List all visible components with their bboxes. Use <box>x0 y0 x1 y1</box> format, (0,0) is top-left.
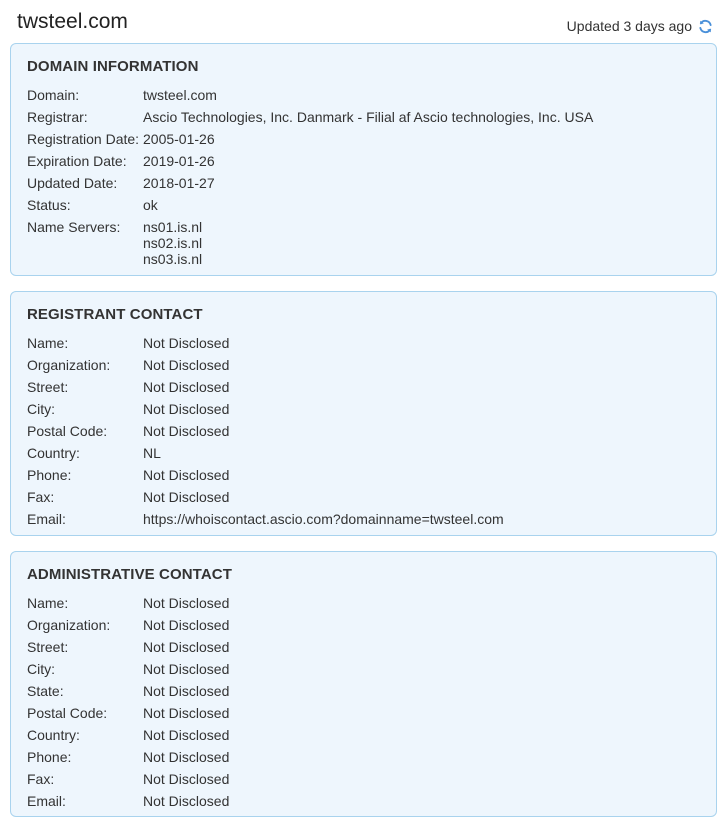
row-value: https://whoiscontact.ascio.com?domainname=twsteel.com <box>143 511 504 527</box>
row-label: Country: <box>27 727 80 743</box>
row-label: Organization: <box>27 617 111 633</box>
domain-information-panel <box>10 43 717 276</box>
name-server: ns03.is.nl <box>143 251 203 267</box>
row-label: Fax: <box>27 489 55 505</box>
registrant-contact-title: REGISTRANT CONTACT <box>27 306 203 323</box>
contact-row <box>27 790 700 812</box>
row-label: Name: <box>27 595 69 611</box>
contact-row <box>27 464 700 486</box>
contact-row <box>27 592 700 614</box>
row-label: Postal Code: <box>27 705 108 721</box>
contact-row <box>27 376 700 398</box>
contact-row <box>27 486 700 508</box>
contact-row <box>27 614 700 636</box>
row-value: Not Disclosed <box>143 749 230 765</box>
refresh-icon[interactable] <box>698 19 713 34</box>
info-row-status <box>27 194 700 216</box>
row-label: Name: <box>27 335 69 351</box>
row-value: Not Disclosed <box>143 617 230 633</box>
contact-row <box>27 680 700 702</box>
row-value: Not Disclosed <box>143 467 230 483</box>
updated-status <box>567 16 713 36</box>
info-row-registration-date <box>27 128 700 150</box>
contact-row <box>27 420 700 442</box>
row-value: Not Disclosed <box>143 357 230 373</box>
updated-text: Updated 3 days ago <box>566 18 692 34</box>
row-value: Not Disclosed <box>143 423 230 439</box>
row-label: City: <box>27 661 55 677</box>
contact-row <box>27 354 700 376</box>
name-server-list <box>143 216 700 267</box>
row-label: Status: <box>27 197 71 213</box>
contact-row <box>27 724 700 746</box>
row-value: Not Disclosed <box>143 793 230 809</box>
row-label: Registration Date: <box>27 131 140 147</box>
row-value: Not Disclosed <box>143 335 230 351</box>
row-label: Expiration Date: <box>27 153 127 169</box>
name-server: ns01.is.nl <box>143 219 203 235</box>
row-label: Phone: <box>27 749 72 765</box>
info-row-updated-date <box>27 172 700 194</box>
row-value: twsteel.com <box>143 87 217 103</box>
registrant-contact-panel <box>10 291 717 536</box>
row-value: 2018-01-27 <box>143 175 215 191</box>
row-value: Not Disclosed <box>143 661 230 677</box>
row-label: State: <box>27 683 64 699</box>
row-label: Fax: <box>27 771 55 787</box>
contact-row <box>27 768 700 790</box>
name-server: ns02.is.nl <box>143 235 203 251</box>
row-label: Registrar: <box>27 109 88 125</box>
row-label: Name Servers: <box>27 219 121 235</box>
contact-row <box>27 508 700 530</box>
row-value: Not Disclosed <box>143 639 230 655</box>
info-row-registrar <box>27 106 700 128</box>
row-value: 2019-01-26 <box>143 153 215 169</box>
row-label: Domain: <box>27 87 80 103</box>
row-value: Not Disclosed <box>143 489 230 505</box>
row-value: 2005-01-26 <box>143 131 215 147</box>
row-value: Not Disclosed <box>143 401 230 417</box>
contact-row <box>27 332 700 354</box>
contact-row <box>27 658 700 680</box>
row-label: City: <box>27 401 55 417</box>
row-value: ok <box>143 197 158 213</box>
contact-row <box>27 746 700 768</box>
info-row-domain <box>27 84 700 106</box>
contact-row <box>27 398 700 420</box>
row-label: Email: <box>27 793 66 809</box>
row-value: Ascio Technologies, Inc. Danmark - Filial af Ascio technologies, Inc. USA <box>143 109 594 125</box>
contact-row <box>27 702 700 724</box>
row-label: Postal Code: <box>27 423 108 439</box>
row-label: Organization: <box>27 357 111 373</box>
administrative-contact-title: ADMINISTRATIVE CONTACT <box>27 566 232 583</box>
domain-information-title: DOMAIN INFORMATION <box>27 58 199 75</box>
row-label: Street: <box>27 379 69 395</box>
row-value: NL <box>143 445 161 461</box>
row-label: Country: <box>27 445 80 461</box>
page-header <box>0 0 727 40</box>
page-title: twsteel.com <box>17 10 128 33</box>
row-label: Phone: <box>27 467 72 483</box>
row-label: Street: <box>27 639 69 655</box>
administrative-contact-panel <box>10 551 717 817</box>
row-value: Not Disclosed <box>143 705 230 721</box>
row-value: Not Disclosed <box>143 727 230 743</box>
contact-row <box>27 636 700 658</box>
row-value: Not Disclosed <box>143 595 230 611</box>
row-value: Not Disclosed <box>143 683 230 699</box>
info-row-name-servers <box>27 216 700 267</box>
info-row-expiration-date <box>27 150 700 172</box>
row-label: Email: <box>27 511 66 527</box>
contact-row <box>27 442 700 464</box>
row-label: Updated Date: <box>27 175 118 191</box>
row-value: Not Disclosed <box>143 771 230 787</box>
row-value: Not Disclosed <box>143 379 230 395</box>
